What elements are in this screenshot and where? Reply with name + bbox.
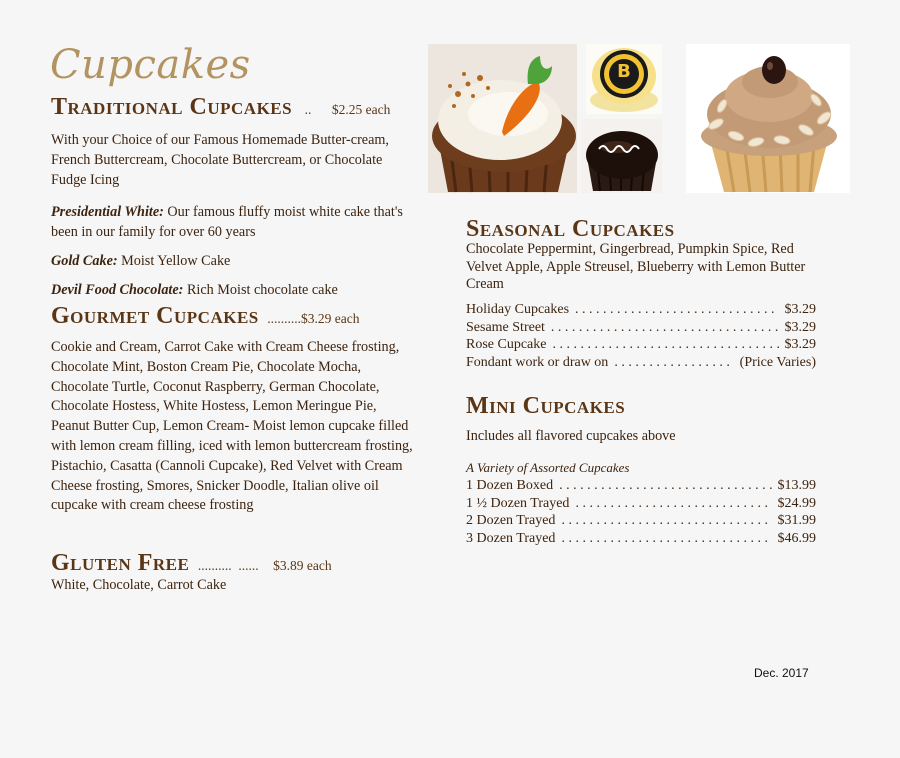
row-dots bbox=[575, 301, 778, 319]
seasonal-price-row bbox=[466, 354, 816, 372]
traditional-heading bbox=[51, 94, 390, 121]
seasonal-price-row bbox=[466, 301, 816, 319]
traditional-item-desc: Rich Moist chocolate cake bbox=[183, 282, 338, 298]
traditional-item bbox=[51, 280, 413, 300]
mini-heading: Mini Cupcakes bbox=[466, 393, 626, 419]
seasonal-description: Chocolate Peppermint, Gingerbread, Pumpkin Spice, Red Velvet Apple, Apple Streusel, Blueberry with Lemon Butter Cream bbox=[466, 241, 806, 292]
gluten-free-description: White, Chocolate, Carrot Cake bbox=[51, 577, 227, 593]
seasonal-price-row bbox=[466, 336, 816, 354]
gourmet-heading bbox=[51, 303, 359, 330]
mini-price-row bbox=[466, 530, 816, 548]
row-dots bbox=[552, 336, 778, 354]
seasonal-price-list bbox=[466, 301, 816, 371]
traditional-section bbox=[51, 94, 390, 121]
carrot-cupcake-photo bbox=[428, 44, 577, 193]
traditional-item bbox=[51, 202, 413, 242]
footer-date: Dec. 2017 bbox=[754, 666, 809, 680]
row-label: Sesame Street bbox=[466, 319, 545, 335]
bruins-logo-letter: B bbox=[617, 61, 631, 82]
row-label: 3 Dozen Trayed bbox=[466, 530, 556, 546]
traditional-item bbox=[51, 251, 413, 271]
mini-subheading: A Variety of Assorted Cupcakes bbox=[466, 460, 630, 475]
gourmet-title: Gourmet Cupcakes bbox=[51, 303, 259, 329]
traditional-item-name: Presidential White: bbox=[51, 204, 164, 220]
row-label: Rose Cupcake bbox=[466, 337, 547, 352]
row-label: Fondant work or draw on bbox=[466, 354, 609, 370]
mini-price-list bbox=[466, 477, 816, 547]
traditional-price: $2.25 each bbox=[331, 102, 391, 117]
row-label: 2 Dozen Trayed bbox=[466, 513, 556, 528]
traditional-item-name: Gold Cake: bbox=[51, 253, 118, 269]
row-dots bbox=[551, 319, 779, 337]
row-price: $31.99 bbox=[777, 513, 816, 528]
row-price: $3.29 bbox=[784, 319, 816, 335]
chocolate-hostess-photo bbox=[581, 119, 662, 193]
row-label: 1 Dozen Boxed bbox=[466, 478, 554, 493]
row-price: $46.99 bbox=[777, 530, 816, 546]
gluten-free-heading bbox=[51, 550, 332, 577]
traditional-item-desc: Moist Yellow Cake bbox=[117, 253, 231, 269]
chocolate-hostess-image bbox=[581, 119, 662, 193]
row-dots bbox=[561, 530, 771, 548]
row-dots bbox=[614, 354, 733, 372]
gluten-free-price: $3.89 each bbox=[273, 558, 332, 573]
traditional-dots: .. bbox=[304, 102, 312, 117]
row-label: Holiday Cupcakes bbox=[466, 302, 570, 317]
almond-cupcake-image bbox=[686, 44, 850, 193]
row-label: 1 ½ Dozen Trayed bbox=[466, 495, 570, 511]
traditional-description: With your Choice of our Famous Homemade Butter-cream, French Buttercream, Chocolate Buttercream, or Chocolate Fudge Icing bbox=[51, 132, 389, 188]
seasonal-heading: Seasonal Cupcakes bbox=[466, 216, 675, 242]
traditional-title: Traditional Cupcakes bbox=[51, 94, 293, 120]
row-dots bbox=[561, 512, 771, 530]
row-price: $13.99 bbox=[777, 478, 816, 493]
page-title: Cupcakes bbox=[50, 42, 251, 88]
gluten-free-dots: .......... ...... bbox=[197, 558, 259, 573]
mini-price-row bbox=[466, 512, 816, 530]
bruins-cupcake-photo bbox=[586, 44, 662, 114]
row-dots bbox=[559, 477, 771, 495]
row-price: $3.29 bbox=[784, 337, 816, 352]
row-dots bbox=[575, 495, 771, 513]
mini-price-row bbox=[466, 477, 816, 495]
almond-cupcake-photo bbox=[686, 44, 850, 193]
mini-price-row bbox=[466, 495, 816, 513]
row-price: $24.99 bbox=[777, 495, 816, 511]
traditional-item-name: Devil Food Chocolate: bbox=[51, 282, 184, 298]
gourmet-description: Cookie and Cream, Carrot Cake with Cream Cheese frosting, Chocolate Mint, Boston Cream Pie, Chocolate Mocha, Chocolate Turtle, Coconut Raspberry, German Chocolate, Chocolate Hostess, White Hostess, Lemon Meringue Pie, Peanut Butter Cup, Lemon Cream- Moist lemon cupcake filled with lemon cream filling, iced with lemon buttercream frosting, Pistachio, Casatta (Cannoli Cupcake), Red Velvet with Cream Cheese frosting, Smores, Snicker Doodle, Italian olive oil cupcake with cream cheese frosting bbox=[51, 339, 413, 514]
traditional-item-desc: Our famous fluffy moist white cake that's been in our family for over 60 years bbox=[51, 204, 403, 240]
mini-description: Includes all flavored cupcakes above bbox=[466, 428, 676, 444]
row-price: $3.29 bbox=[784, 302, 816, 317]
gluten-free-title: Gluten Free bbox=[51, 550, 190, 576]
gourmet-price: ..........$3.29 each bbox=[267, 311, 360, 326]
seasonal-price-row bbox=[466, 319, 816, 337]
row-price: (Price Varies) bbox=[739, 354, 816, 370]
carrot-cupcake-image bbox=[428, 44, 577, 193]
